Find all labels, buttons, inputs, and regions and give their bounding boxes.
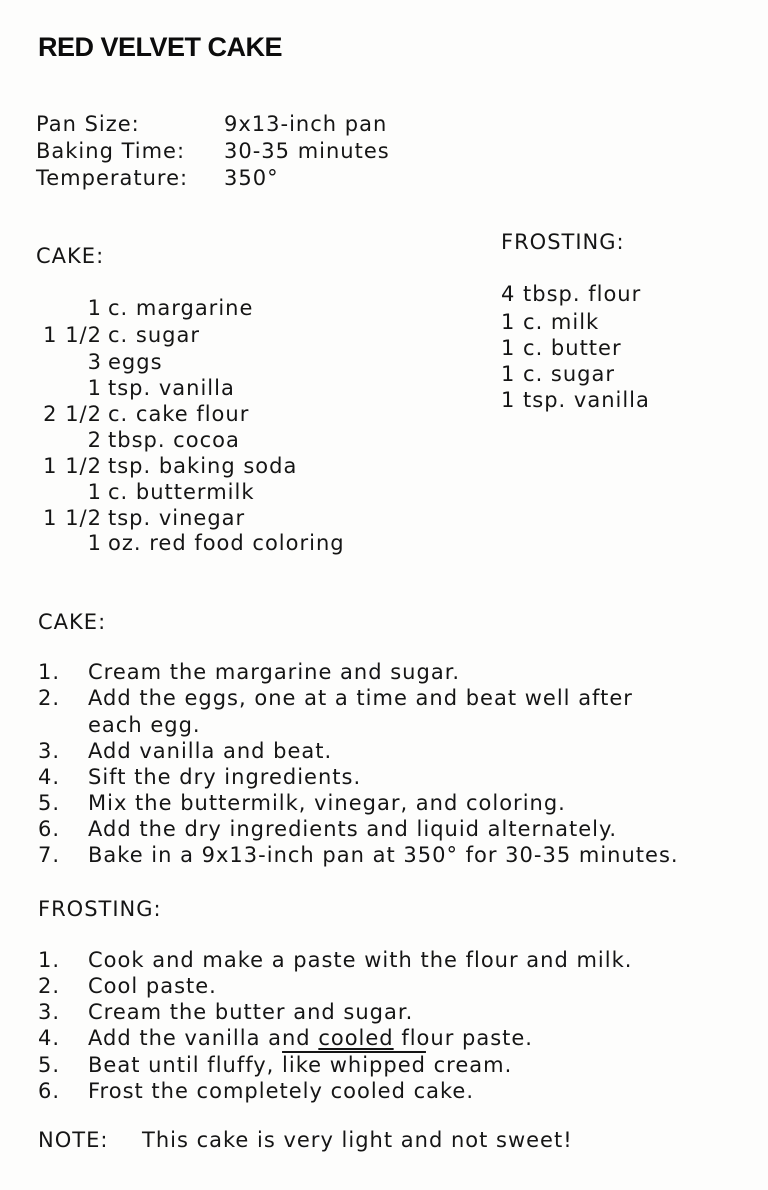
cake-step: 2. Add the eggs, one at a time and beat well after	[38, 686, 633, 710]
frosting-ingredient: 1 c. butter	[501, 336, 622, 360]
frosting-steps-heading: FROSTING:	[38, 897, 162, 921]
cake-ingredient: 1 1/2 tsp. baking soda	[43, 454, 298, 478]
frosting-step: 2. Cool paste.	[38, 974, 217, 998]
frosting-ingredients-heading: FROSTING:	[501, 230, 625, 254]
underlined-word: cooled	[318, 1026, 394, 1050]
cake-step: 7. Bake in a 9x13-inch pan at 350° for 30-35 minutes.	[38, 843, 679, 867]
temperature-row	[36, 166, 279, 190]
baking-time-row	[36, 139, 390, 163]
cake-ingredient: 2 tbsp. cocoa	[87, 428, 240, 452]
baking-time-value: 30-35 minutes	[224, 139, 390, 163]
cake-steps-heading: CAKE:	[38, 610, 107, 634]
pan-size-value: 9x13-inch pan	[224, 112, 388, 136]
frosting-step: 4. Add the vanilla and cooled flour paste.	[38, 1026, 533, 1050]
frosting-ingredient: 1 tsp. vanilla	[501, 388, 650, 412]
temperature-value: 350°	[224, 166, 279, 190]
temperature-label: Temperature:	[36, 166, 189, 190]
cake-step: 3. Add vanilla and beat.	[38, 739, 333, 763]
recipe-note	[38, 1128, 573, 1152]
note-text: This cake is very light and not sweet!	[142, 1128, 573, 1152]
cake-ingredients-heading: CAKE:	[36, 244, 105, 268]
frosting-step: 5. Beat until fluffy, like whipped cream.	[38, 1053, 513, 1077]
cake-ingredient: 1 c. margarine	[87, 296, 254, 320]
baking-time-label: Baking Time:	[36, 139, 186, 163]
cake-step: 6. Add the dry ingredients and liquid alternately.	[38, 817, 618, 841]
frosting-ingredient: 1 c. sugar	[501, 362, 616, 386]
overlined-words: like whipped	[282, 1053, 426, 1077]
frosting-step: 3. Cream the butter and sugar.	[38, 1000, 414, 1024]
cake-ingredient: 3 eggs	[87, 350, 163, 374]
cake-step-continuation: each egg.	[88, 713, 201, 737]
cake-ingredient: 1 1/2 tsp. vinegar	[43, 506, 246, 530]
cake-ingredient: 2 1/2 c. cake flour	[43, 402, 250, 426]
cake-ingredient: 1 oz. red food coloring	[87, 531, 345, 555]
cake-ingredient: 1 c. buttermilk	[87, 480, 255, 504]
pan-size-row	[36, 112, 387, 136]
frosting-step: 1. Cook and make a paste with the flour and milk.	[38, 948, 633, 972]
frosting-ingredient: 1 c. milk	[501, 310, 600, 334]
cake-step: 5. Mix the buttermilk, vinegar, and coloring.	[38, 791, 566, 815]
recipe-title: RED VELVET CAKE	[38, 32, 283, 62]
cake-step: 4. Sift the dry ingredients.	[38, 765, 362, 789]
pan-size-label: Pan Size:	[36, 112, 140, 136]
cake-ingredient: 1 tsp. vanilla	[87, 376, 235, 400]
frosting-step: 6. Frost the completely cooled cake.	[38, 1079, 475, 1103]
cake-ingredient: 1 1/2 c. sugar	[43, 323, 200, 347]
note-label: NOTE:	[38, 1128, 109, 1152]
cake-step: 1. Cream the margarine and sugar.	[38, 660, 461, 684]
frosting-ingredient: 4 tbsp. flour	[501, 282, 642, 306]
